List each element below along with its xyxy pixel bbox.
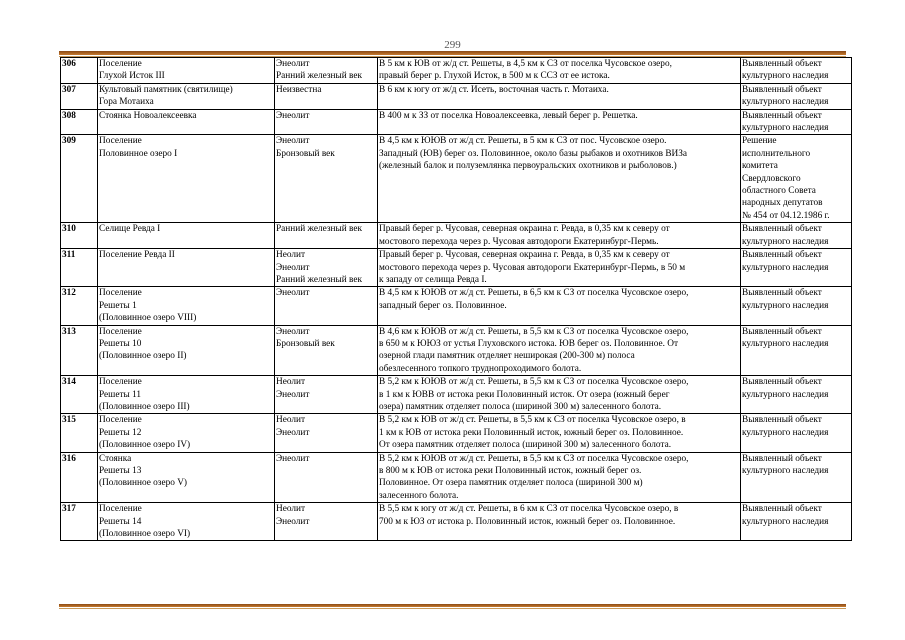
monument-name: Поселение Решеты 14 (Половинное озеро VI) — [98, 503, 275, 541]
table-row — [61, 452, 852, 503]
footer-rule — [59, 604, 846, 607]
monument-status: Выявленный объект культурного наследия — [741, 58, 852, 84]
monument-period: Энеолит — [275, 452, 378, 503]
row-number: 307 — [61, 83, 98, 109]
row-number: 314 — [61, 376, 98, 414]
monument-location: В 5,2 км к ЮЮВ от ж/д ст. Решеты, в 5,5 км к СЗ от поселка Чусовское озеро, в 1 км к ЮВВ от истока реки Половинный исток. От озера (южный берег озера) памятник отделяет полоса (шириной 300 м) залесенного болота. — [378, 376, 741, 414]
row-number: 315 — [61, 414, 98, 452]
monument-location: В 4,6 км к ЮЮВ от ж/д ст. Решеты, в 5,5 км к СЗ от поселка Чусовское озеро, в 650 м к ЮЮЗ от устья Глуховского истока. ЮВ берег оз. Половинное. От озерной глади памятник отделяет неширокая (200-300 м) полоса обезлесенного топкого труднопроходимого болота. — [378, 325, 741, 376]
monument-name: Поселение Половинное озеро I — [98, 135, 275, 223]
monument-name: Стоянка Решеты 13 (Половинное озеро V) — [98, 452, 275, 503]
monument-period: Энеолит — [275, 109, 378, 135]
table-row — [61, 414, 852, 452]
monument-status: Выявленный объект культурного наследия — [741, 414, 852, 452]
monument-name: Культовый памятник (святилище) Гора Мотаиха — [98, 83, 275, 109]
monument-status: Решение исполнительного комитета Свердловского областного Совета народных депутатов № 454 от 04.12.1986 г. — [741, 135, 852, 223]
monument-period: Энеолит Бронзовый век — [275, 135, 378, 223]
page-number: 299 — [444, 39, 461, 51]
monument-name: Стоянка Новоалексеевка — [98, 109, 275, 135]
table-row — [61, 249, 852, 287]
table-row — [61, 58, 852, 84]
monument-period: Энеолит Ранний железный век — [275, 58, 378, 84]
monument-status: Выявленный объект культурного наследия — [741, 452, 852, 503]
monument-period: Неолит Энеолит Ранний железный век — [275, 249, 378, 287]
monument-location: В 400 м к ЗЗ от поселка Новоалексеевка, левый берег р. Решетка. — [378, 109, 741, 135]
monument-name: Поселение Ревда II — [98, 249, 275, 287]
monument-period: Энеолит Бронзовый век — [275, 325, 378, 376]
row-number: 316 — [61, 452, 98, 503]
monument-location: В 5 км к ЮВ от ж/д ст. Решеты, в 4,5 км к СЗ от поселка Чусовское озеро, правый берег р. Глухой Исток, в 500 м к ССЗ от ее истока. — [378, 58, 741, 84]
row-number: 311 — [61, 249, 98, 287]
table-row — [61, 83, 852, 109]
monuments-table-body — [61, 58, 852, 541]
monument-location: В 5,5 км к югу от ж/д ст. Решеты, в 6 км к СЗ от поселка Чусовское озеро, в 700 м к ЮЗ от истока р. Половинный исток, южный берег оз. Половинное. — [378, 503, 741, 541]
row-number: 312 — [61, 287, 98, 325]
monument-name: Селище Ревда I — [98, 223, 275, 249]
table-row — [61, 503, 852, 541]
monument-status: Выявленный объект культурного наследия — [741, 83, 852, 109]
monument-name: Поселение Решеты 1 (Половинное озеро VIII) — [98, 287, 275, 325]
header-rule — [59, 51, 846, 55]
row-number: 317 — [61, 503, 98, 541]
monument-period: Энеолит — [275, 287, 378, 325]
monuments-table — [60, 57, 852, 541]
monument-location: В 4,5 км к ЮЮВ от ж/д ст. Решеты, в 6,5 км к СЗ от поселка Чусовское озеро, западный берег оз. Половинное. — [378, 287, 741, 325]
table-row — [61, 287, 852, 325]
table-row — [61, 376, 852, 414]
monument-period: Неолит Энеолит — [275, 414, 378, 452]
table-row — [61, 135, 852, 223]
monument-status: Выявленный объект культурного наследия — [741, 287, 852, 325]
row-number: 309 — [61, 135, 98, 223]
table-row — [61, 325, 852, 376]
monument-location: В 4,5 км к ЮЮВ от ж/д ст. Решеты, в 5 км к СЗ от пос. Чусовское озеро. Западный (ЮВ) берег оз. Половинное, около базы рыбаков и охотников ВИЗа (железный балок и полуземлянка первоуральских охотников и рыболовов.) — [378, 135, 741, 223]
monument-name: Поселение Решеты 11 (Половинное озеро III) — [98, 376, 275, 414]
monument-name: Поселение Решеты 12 (Половинное озеро IV) — [98, 414, 275, 452]
monument-location: В 5,2 км к ЮВ от ж/д ст. Решеты, в 5,5 км к СЗ от поселка Чусовское озеро, в 1 км к ЮВ от истока реки Половинный исток, южный берег оз. Половинное. От озера памятник отделяет полоса (шириной 300 м) залесенного болота. — [378, 414, 741, 452]
monument-status: Выявленный объект культурного наследия — [741, 325, 852, 376]
monument-status: Выявленный объект культурного наследия — [741, 503, 852, 541]
monument-name: Поселение Глухой Исток III — [98, 58, 275, 84]
row-number: 313 — [61, 325, 98, 376]
monument-period: Ранний железный век — [275, 223, 378, 249]
monument-location: Правый берег р. Чусовая, северная окраина г. Ревда, в 0,35 км к северу от мостового перехода через р. Чусовая автодороги Екатеринбург-Пермь. — [378, 223, 741, 249]
monument-status: Выявленный объект культурного наследия — [741, 249, 852, 287]
row-number: 310 — [61, 223, 98, 249]
monument-location: В 6 км к югу от ж/д ст. Исеть, восточная часть г. Мотаиха. — [378, 83, 741, 109]
monument-location: В 5,2 км к ЮЮВ от ж/д ст. Решеты, в 5,5 км к СЗ от поселка Чусовское озеро, в 800 м к ЮВ от истока реки Половинный исток, южный берег оз. Половинное. От озера памятник отделяет полоса (шириной 300 м) залесенного болота. — [378, 452, 741, 503]
monument-period: Неолит Энеолит — [275, 503, 378, 541]
monument-name: Поселение Решеты 10 (Половинное озеро II) — [98, 325, 275, 376]
monument-status: Выявленный объект культурного наследия — [741, 109, 852, 135]
footer-rule-thin — [59, 608, 846, 609]
table-row — [61, 109, 852, 135]
monument-status: Выявленный объект культурного наследия — [741, 376, 852, 414]
monument-status: Выявленный объект культурного наследия — [741, 223, 852, 249]
row-number: 306 — [61, 58, 98, 84]
table-row — [61, 223, 852, 249]
row-number: 308 — [61, 109, 98, 135]
monument-period: Неолит Энеолит — [275, 376, 378, 414]
monument-location: Правый берег р. Чусовая, северная окраина г. Ревда, в 0,35 км к северу от мостового перехода через р. Чусовая автодороги Екатеринбург-Пермь, в 50 м к западу от селища Ревда I. — [378, 249, 741, 287]
monument-period: Неизвестна — [275, 83, 378, 109]
